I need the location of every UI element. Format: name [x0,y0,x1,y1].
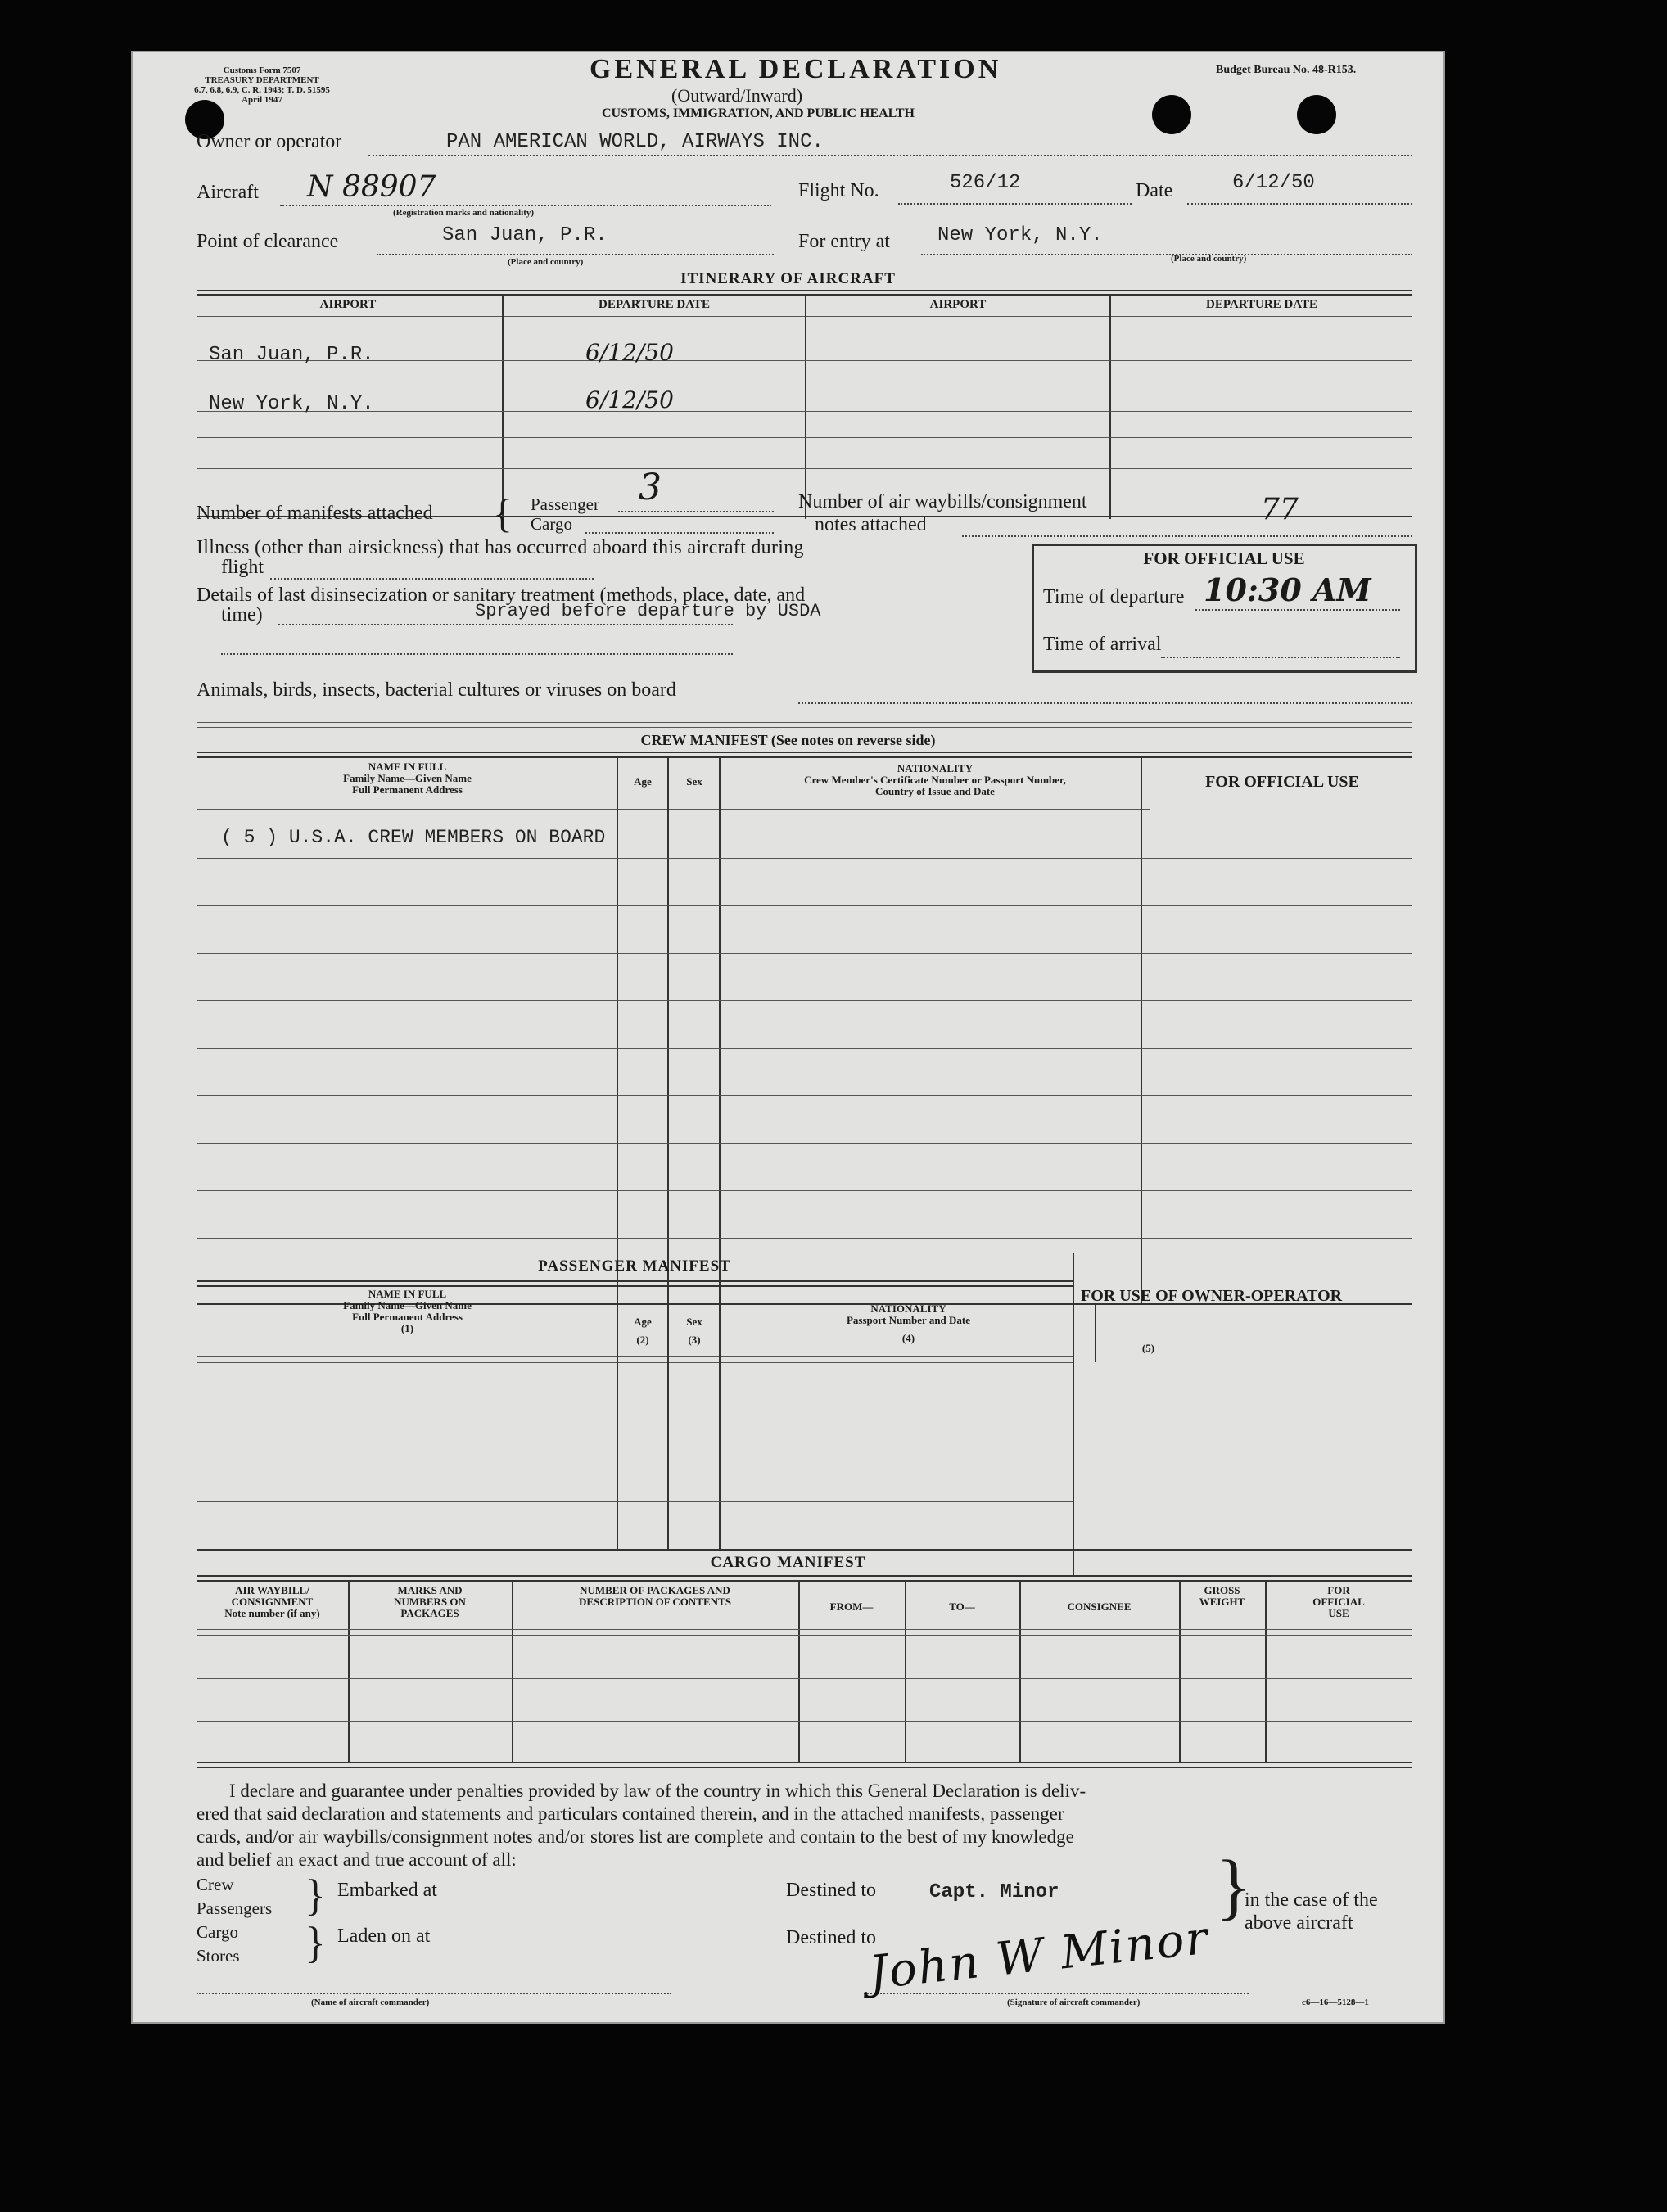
punch-hole [1297,95,1336,134]
crew-col-name-line: Family Name—Given Name [343,772,472,784]
cargo-manifest-title: CARGO MANIFEST [710,1554,866,1571]
cargo-col-header-line: CONSIGNEE [1067,1600,1132,1613]
itinerary-title: ITINERARY OF AIRCRAFT [680,270,896,287]
crew-col-official: FOR OFFICIAL USE [1205,773,1359,791]
form-line: Customs Form 7507 [223,65,301,75]
cargo-col-line [1179,1580,1181,1762]
pax-col-sex-line: (3) [688,1334,701,1346]
waybill-label-2: notes attached [815,514,927,535]
cargo-col-line [798,1580,800,1762]
crew-col-sex: Sex [686,775,702,788]
cargo-col-header [1019,1601,1179,1613]
declaration-item: Cargo [197,1922,238,1942]
crew-row-line [197,1143,1412,1144]
pax-col-5: (5) [1141,1342,1155,1354]
crew-col-nationality [722,763,1148,797]
brace-icon: } [305,1918,326,1967]
destined-label-2: Destined to [786,1927,876,1948]
cargo-col-header-line: NUMBERS ON [394,1596,466,1608]
declaration-line: I declare and guarantee under penalties provided by law of the country in which this General Declaration is deliv- [229,1781,1086,1801]
pax-col-nat-line: NATIONALITY [870,1302,946,1315]
pax-col-nationality [722,1303,1095,1344]
owner-operator-use: FOR USE OF OWNER-OPERATOR [1081,1287,1343,1305]
disinsect-value: Sprayed before departure by USDA [475,601,821,621]
cargo-col-header-line: MARKS AND [397,1584,463,1596]
itinerary-header-date: DEPARTURE DATE [1205,298,1317,311]
pax-col-name-line: Full Permanent Address [352,1311,463,1323]
crew-row-line [197,905,1412,906]
clearance-label: Point of clearance [197,231,339,252]
pax-col-name-line: NAME IN FULL [368,1288,447,1300]
cargo-col-header [1179,1585,1265,1608]
declaration-line: ered that said declaration and statements and particulars contained therein, and in the attached manifests, passenger [197,1803,1064,1824]
itinerary-date-2: 6/12/50 [585,386,674,413]
entry-label: For entry at [798,231,890,252]
cargo-col-line [512,1580,513,1762]
crew-col-name [197,761,618,796]
pax-col-sex [670,1316,719,1346]
entry-note: (Place and country) [1171,254,1247,264]
agencies-line: CUSTOMS, IMMIGRATION, AND PUBLIC HEALTH [602,106,915,120]
form-title: GENERAL DECLARATION [590,54,1002,84]
pax-col-sex-line: Sex [686,1316,702,1328]
cargo-col-header-line: TO— [949,1600,975,1613]
cargo-col-line [1019,1580,1021,1762]
cargo-col-line [1265,1580,1267,1762]
cargo-col-header [348,1585,512,1619]
disinsect-label: Details of last disinsecization or sanitary treatment (methods, place, date, and [197,585,806,606]
departure-time-value: 10:30 AM [1204,571,1371,608]
crew-row-line [197,1000,1412,1001]
form-number [172,65,352,105]
form-line: TREASURY DEPARTMENT [205,75,319,85]
cargo-col-header-line: USE [1328,1607,1349,1619]
pax-col-age-line: (2) [636,1334,649,1346]
form-subtitle: (Outward/Inward) [671,85,803,106]
waybill-value: 77 [1261,493,1299,526]
brace-icon: { [493,490,513,536]
pax-col-nat-line: (4) [901,1332,915,1344]
owner-label: Owner or operator [197,131,342,152]
crew-col-nat-line: Crew Member's Certificate Number or Passport Number, [804,774,1066,786]
form-code: c6—16—5128—1 [1302,1998,1369,2007]
crew-row-line [197,953,1412,954]
crew-col-nat-line: Country of Issue and Date [875,785,995,797]
cargo-col-header [512,1585,798,1608]
cargo-col-header-line: NUMBER OF PACKAGES AND [580,1584,730,1596]
manifests-label: Number of manifests attached [197,503,433,524]
itinerary-date-1: 6/12/50 [585,339,674,366]
pax-col-name-line: (1) [400,1322,414,1334]
crew-entry: ( 5 ) U.S.A. CREW MEMBERS ON BOARD [221,827,606,848]
declaration-item: Stores [197,1946,240,1966]
date-value: 6/12/50 [1232,172,1315,194]
signature-note: (Signature of aircraft commander) [1007,1998,1141,2007]
cargo-col-line [905,1580,906,1762]
pax-col-age [618,1316,667,1346]
flight-value: 526/12 [950,172,1021,194]
case-line-2: above aircraft [1245,1912,1353,1934]
itinerary-header-date: DEPARTURE DATE [598,298,710,311]
cargo-col-header-line: FOR [1327,1584,1350,1596]
commander-name-note: (Name of aircraft commander) [311,1998,430,2007]
crew-row-line [197,1238,1412,1239]
illness-label: Illness (other than airsickness) that has occurred aboard this aircraft during [197,537,804,558]
destined-label-1: Destined to [786,1880,876,1901]
pax-col-age-line: Age [634,1316,652,1328]
case-line-1: in the case of the [1245,1889,1378,1911]
cargo-col-header-line: AIR WAYBILL/ [235,1584,309,1596]
cargo-col-header-line: Note number (if any) [224,1607,320,1619]
date-label: Date [1136,180,1173,201]
cargo-col-header-line: DESCRIPTION OF CONTENTS [579,1596,731,1608]
aircraft-label: Aircraft [197,182,259,203]
cargo-col-header [905,1601,1019,1613]
destined-value-1: Capt. Minor [929,1881,1059,1903]
cargo-col-header-line: FROM— [829,1600,874,1613]
itinerary-airport-1: San Juan, P.R. [209,344,374,366]
declaration-item: Crew [197,1875,234,1894]
laden-label: Laden on at [337,1925,431,1947]
crew-row-line [197,1048,1412,1049]
arrival-time-label: Time of arrival [1043,634,1162,655]
crew-row-line [197,1190,1412,1191]
declaration-items [197,1873,272,1968]
clearance-note: (Place and country) [508,257,584,267]
cargo-col-header-line: WEIGHT [1199,1596,1245,1608]
clearance-value: San Juan, P.R. [442,224,608,246]
signature: John W Minor [866,1911,1212,2000]
cargo-label: Cargo [531,514,572,534]
disinsect-label-2: time) [221,604,263,625]
brace-icon: } [305,1871,326,1920]
owner-value: PAN AMERICAN WORLD, AIRWAYS INC. [446,131,824,153]
pax-col-nat-line: Passport Number and Date [846,1314,971,1326]
crew-row-line [197,858,1412,859]
animals-label: Animals, birds, insects, bacterial cultures or viruses on board [197,679,676,701]
declaration-item: Passengers [197,1898,273,1918]
crew-col-nat-line: NATIONALITY [897,762,974,774]
crew-row-line [197,1095,1412,1096]
cargo-col-header-line: GROSS [1204,1584,1240,1596]
illness-label-2: flight [221,557,264,578]
cargo-col-header [1265,1585,1412,1619]
crew-col-name-line: Full Permanent Address [352,783,463,796]
punch-hole [1152,95,1191,134]
aircraft-note: (Registration marks and nationality) [393,208,535,218]
itinerary-airport-2: New York, N.Y. [209,393,374,415]
crew-col-age: Age [634,775,652,788]
cargo-col-header-line: OFFICIAL [1312,1596,1365,1608]
passenger-label: Passenger [531,494,599,514]
declaration-line: cards, and/or air waybills/consignment notes and/or stores list are complete and contain to the best of my knowledge [197,1826,1074,1847]
brace-icon: } [1216,1846,1252,1927]
declaration-line: and belief an exact and true account of all: [197,1849,517,1870]
pax-col-name [197,1289,618,1334]
departure-time-label: Time of departure [1043,586,1185,607]
aircraft-value: N 88907 [307,170,436,204]
passenger-manifest-title: PASSENGER MANIFEST [538,1257,731,1275]
declaration-form-sheet [131,51,1445,2024]
flight-label: Flight No. [798,180,879,201]
crew-manifest-title: CREW MANIFEST (See notes on reverse side) [640,732,936,748]
embarked-label: Embarked at [337,1880,437,1901]
cargo-col-header [197,1585,348,1619]
cargo-col-header-line: CONSIGNMENT [231,1596,314,1608]
budget-number: Budget Bureau No. 48-R153. [1216,64,1357,76]
cargo-col-line [348,1580,350,1762]
form-line: 6.7, 6.8, 6.9, C. R. 1943; T. D. 51595 [194,85,330,95]
passenger-value: 3 [639,467,662,508]
crew-col-name-line: NAME IN FULL [368,761,447,773]
itinerary-header-airport: AIRPORT [929,298,987,311]
pax-col-name-line: Family Name—Given Name [343,1299,472,1311]
itinerary-header-airport: AIRPORT [319,298,377,311]
official-use-title: FOR OFFICIAL USE [1143,548,1305,568]
entry-value: New York, N.Y. [937,224,1103,246]
cargo-col-header-line: PACKAGES [400,1607,459,1619]
waybill-label: Number of air waybills/consignment [798,491,1087,512]
cargo-col-header [798,1601,905,1613]
form-line: April 1947 [242,95,282,105]
